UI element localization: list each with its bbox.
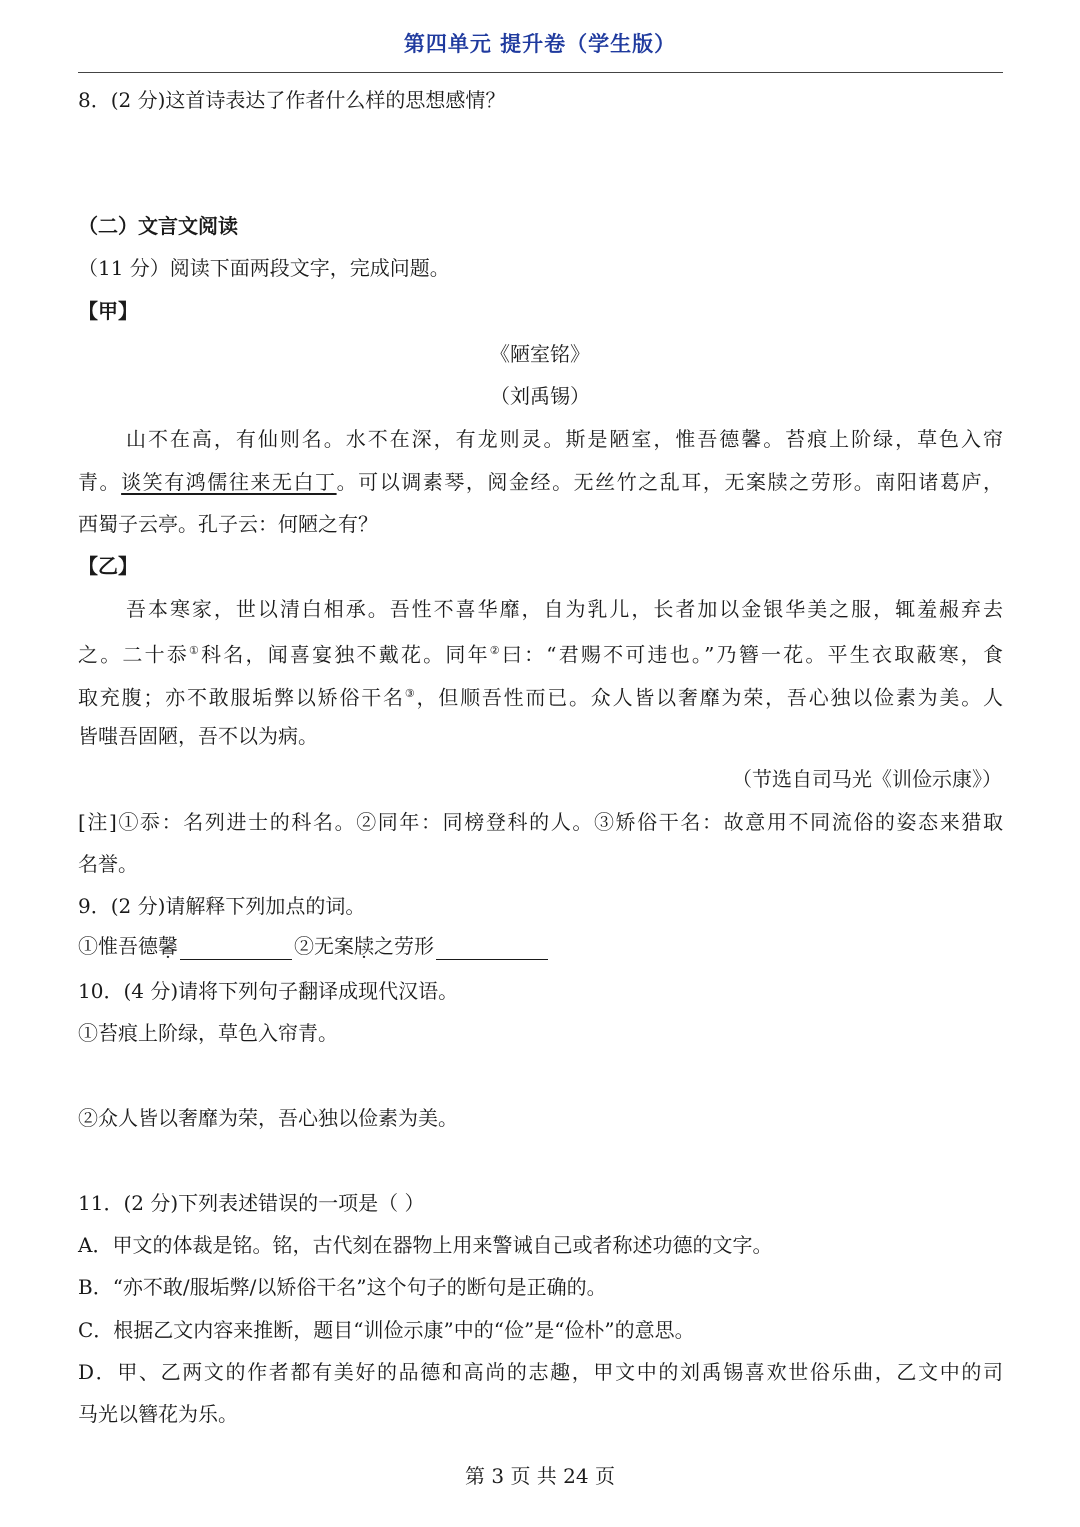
- option-d-line-2: 马光以簪花为乐。: [78, 1402, 238, 1426]
- dotted-word-du: 牍: [354, 934, 374, 958]
- answer-blank-2[interactable]: [436, 937, 548, 960]
- option-d-line-1: D．甲、乙两文的作者都有美好的品德和高尚的志趣，甲文中的刘禹锡喜欢世俗乐曲，乙文中的司: [78, 1360, 1003, 1384]
- page-footer: 第 3 页 共 24 页: [465, 1464, 615, 1488]
- passage-jia-line-3: 西蜀子云亭。孔子云：何陋之有？: [78, 512, 378, 536]
- question-10-item-1: ①苔痕上阶绿，草色入帘青。: [78, 1021, 338, 1045]
- passage-jia-author: （刘禹锡）: [490, 384, 590, 408]
- footnote-marker-1: ①: [189, 644, 202, 657]
- question-11: 11．(2 分)下列表述错误的一项是（ ）: [78, 1191, 425, 1215]
- passage-jia-title: 《陋室铭》: [490, 342, 590, 366]
- passage-yi-line-1: 吾本寒家，世以清白相承。吾性不喜华靡，自为乳儿，长者加以金银华美之服，辄羞赧弃去: [126, 597, 1003, 621]
- option-b: B．“亦不敢/服垢弊/以矫俗干名”这个句子的断句是正确的。: [78, 1275, 607, 1299]
- question-9-items: ①惟吾德馨 ②无案牍之劳形: [78, 932, 550, 960]
- answer-blank-1[interactable]: [180, 937, 292, 960]
- passage-jia-line-2: 青。谈笑有鸿儒往来无白丁。可以调素琴，阅金经。无丝竹之乱耳，无案牍之劳形。南阳诸葛庐，: [78, 470, 1004, 494]
- section-intro: （11 分）阅读下面两段文字，完成问题。: [78, 256, 450, 280]
- question-10: 10．(4 分)请将下列句子翻译成现代汉语。: [78, 979, 459, 1003]
- underlined-sentence: 谈笑有鸿儒往来无白丁: [121, 470, 337, 494]
- question-9: 9．(2 分)请解释下列加点的词。: [78, 894, 366, 918]
- passage-yi-source: （节选自司马光《训俭示康》）: [732, 767, 1002, 791]
- passage-jia-label: 【甲】: [78, 299, 138, 323]
- notes-line-2: 名誉。: [78, 852, 138, 876]
- header-rule: [78, 72, 1003, 73]
- passage-yi-line-3: 取充腹；亦不敢服垢弊以矫俗干名③，但顺吾性而已。众人皆以奢靡为荣，吾心独以俭素为美。人: [78, 685, 1004, 710]
- question-8: 8．(2 分)这首诗表达了作者什么样的思想感情？: [78, 88, 506, 112]
- passage-jia-line-1: 山不在高，有仙则名。水不在深，有龙则灵。斯是陋室，惟吾德馨。苔痕上阶绿，草色入帘: [126, 427, 1003, 451]
- section-title-classical-reading: （二）文言文阅读: [78, 214, 238, 238]
- passage-yi-line-2: 之。二十忝①科名，闻喜宴独不戴花。同年②曰：“君赐不可违也。”乃簪一花。平生衣取蔽寒，食: [78, 642, 1004, 667]
- page-header-title: 第四单元 提升卷（学生版）: [403, 32, 677, 56]
- passage-yi-line-4: 皆嗤吾固陋，吾不以为病。: [78, 724, 318, 748]
- option-c: C．根据乙文内容来推断，题目“训俭示康”中的“俭”是“俭朴”的意思。: [78, 1318, 695, 1342]
- dotted-word-xin: 馨: [158, 934, 178, 958]
- notes-line-1: [注]①忝：名列进士的科名。②同年：同榜登科的人。③矫俗干名：故意用不同流俗的姿态来猎取: [78, 810, 1003, 834]
- option-a: A．甲文的体裁是铭。铭，古代刻在器物上用来警诫自己或者称述功德的文字。: [78, 1233, 773, 1257]
- question-10-item-2: ②众人皆以奢靡为荣，吾心独以俭素为美。: [78, 1106, 458, 1130]
- footnote-marker-2: ②: [489, 644, 502, 657]
- footnote-marker-3: ③: [404, 687, 417, 700]
- passage-yi-label: 【乙】: [78, 554, 138, 578]
